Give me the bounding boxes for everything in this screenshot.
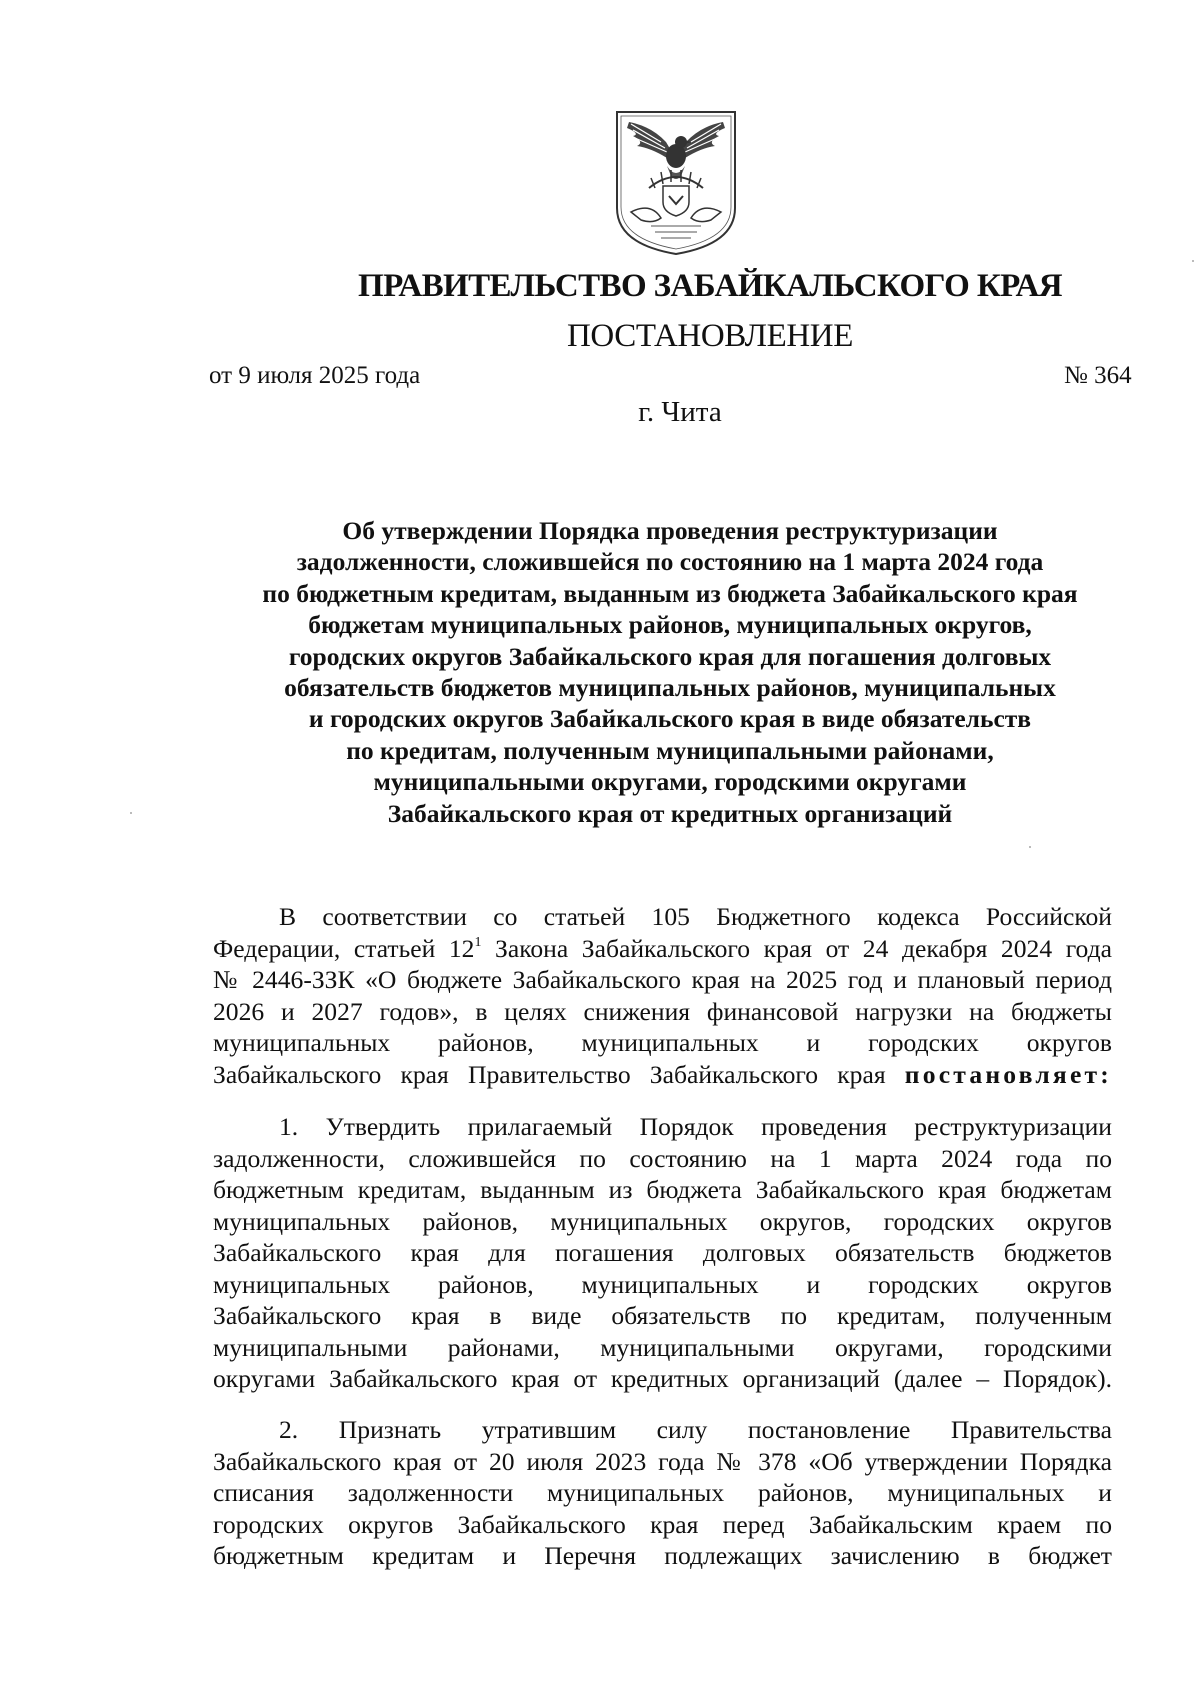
doc-title	[210, 515, 1130, 829]
scan-speck	[130, 812, 132, 814]
title-line: задолженности, сложившейся по состоянию на 1 марта 2024 года	[296, 547, 1044, 577]
preamble-line: 2026 и 2027 годов», в целях снижения финансовой нагрузки на бюджеты	[213, 996, 1112, 1026]
article-superscript: 1	[474, 934, 482, 950]
title-line: по кредитам, полученным муниципальными районами,	[346, 735, 994, 765]
item-1-line: задолженности, сложившейся по состоянию на 1 марта 2024 года по	[213, 1143, 1112, 1173]
doc-city: г. Чита	[638, 396, 722, 428]
item-2-line: бюджетным кредитам и Перечня подлежащих зачислению в бюджет	[213, 1541, 1112, 1570]
item-2-line: городских округов Забайкальского края перед Забайкальским краем по	[213, 1509, 1112, 1539]
item-2-paragraph	[213, 1414, 1112, 1572]
item-1-line: бюджетным кредитам, выданным из бюджета Забайкальского края бюджетам	[213, 1175, 1112, 1204]
doc-date: от 9 июля 2025 года	[209, 362, 421, 389]
item-1-paragraph	[213, 1111, 1112, 1395]
scan-speck	[1029, 846, 1031, 848]
coat-of-arms-icon	[611, 108, 741, 258]
item-1-line: Забайкальского края в виде обязательств по кредитам, полученным	[213, 1301, 1112, 1330]
title-line: по бюджетным кредитам, выданным из бюджета Забайкальского края	[262, 578, 1078, 608]
title-line: Об утверждении Порядка проведения реструктуризации	[342, 516, 998, 545]
scan-speck	[1192, 260, 1194, 262]
doc-type: ПОСТАНОВЛЕНИЕ	[567, 318, 853, 354]
preamble-text: Федерации, статьей 12	[213, 933, 475, 963]
resolves-keyword: постановляет:	[904, 1059, 1112, 1089]
preamble-line: муниципальных районов, муниципальных и городских округов	[213, 1028, 1112, 1057]
org-title: ПРАВИТЕЛЬСТВО ЗАБАЙКАЛЬСКОГО КРАЯ	[358, 268, 1062, 304]
item-2-line: 2. Признать утратившим силу постановление Правительства	[279, 1415, 1112, 1444]
item-2-line: списания задолженности муниципальных районов, муниципальных и	[213, 1478, 1112, 1507]
item-1-line: муниципальными районами, муниципальными округами, городскими	[213, 1332, 1112, 1362]
title-line: бюджетам муниципальных районов, муниципальных округов,	[308, 610, 1032, 640]
preamble-line	[213, 933, 1112, 965]
title-line: обязательств бюджетов муниципальных районов, муниципальных	[284, 673, 1056, 703]
item-2-line: Забайкальского края от 20 июля 2023 года № 378 «Об утверждении Порядка	[213, 1446, 1112, 1476]
item-1-line: Забайкальского края для погашения долговых обязательств бюджетов	[213, 1238, 1112, 1267]
title-line: Забайкальского края от кредитных организаций	[387, 798, 953, 828]
preamble-text: Закона Забайкальского края от 24 декабря 2024 года	[481, 933, 1112, 963]
doc-number: № 364	[1064, 362, 1132, 389]
title-line: и городских округов Забайкальского края в виде обязательств	[308, 704, 1032, 734]
title-line: городских округов Забайкальского края для погашения долговых	[288, 641, 1052, 671]
preamble-line: В соответствии со статьей 105 Бюджетного кодекса Российской	[279, 902, 1112, 931]
item-1-line: округами Забайкальского края от кредитных организаций (далее – Порядок).	[213, 1364, 1112, 1393]
item-1-line: муниципальных районов, муниципальных округов, городских округов	[213, 1206, 1112, 1236]
item-1-line: 1. Утвердить прилагаемый Порядок проведения реструктуризации	[279, 1112, 1112, 1141]
preamble-text: Забайкальского края Правительство Забайкальского края	[213, 1059, 905, 1089]
preamble-line: № 2446-ЗЗК «О бюджете Забайкальского края на 2025 год и плановый период	[213, 965, 1112, 994]
preamble-paragraph	[213, 901, 1112, 1090]
title-line: муниципальными округами, городскими округами	[373, 767, 967, 797]
preamble-line	[213, 1059, 1112, 1091]
item-1-line: муниципальных районов, муниципальных и городских округов	[213, 1269, 1112, 1299]
